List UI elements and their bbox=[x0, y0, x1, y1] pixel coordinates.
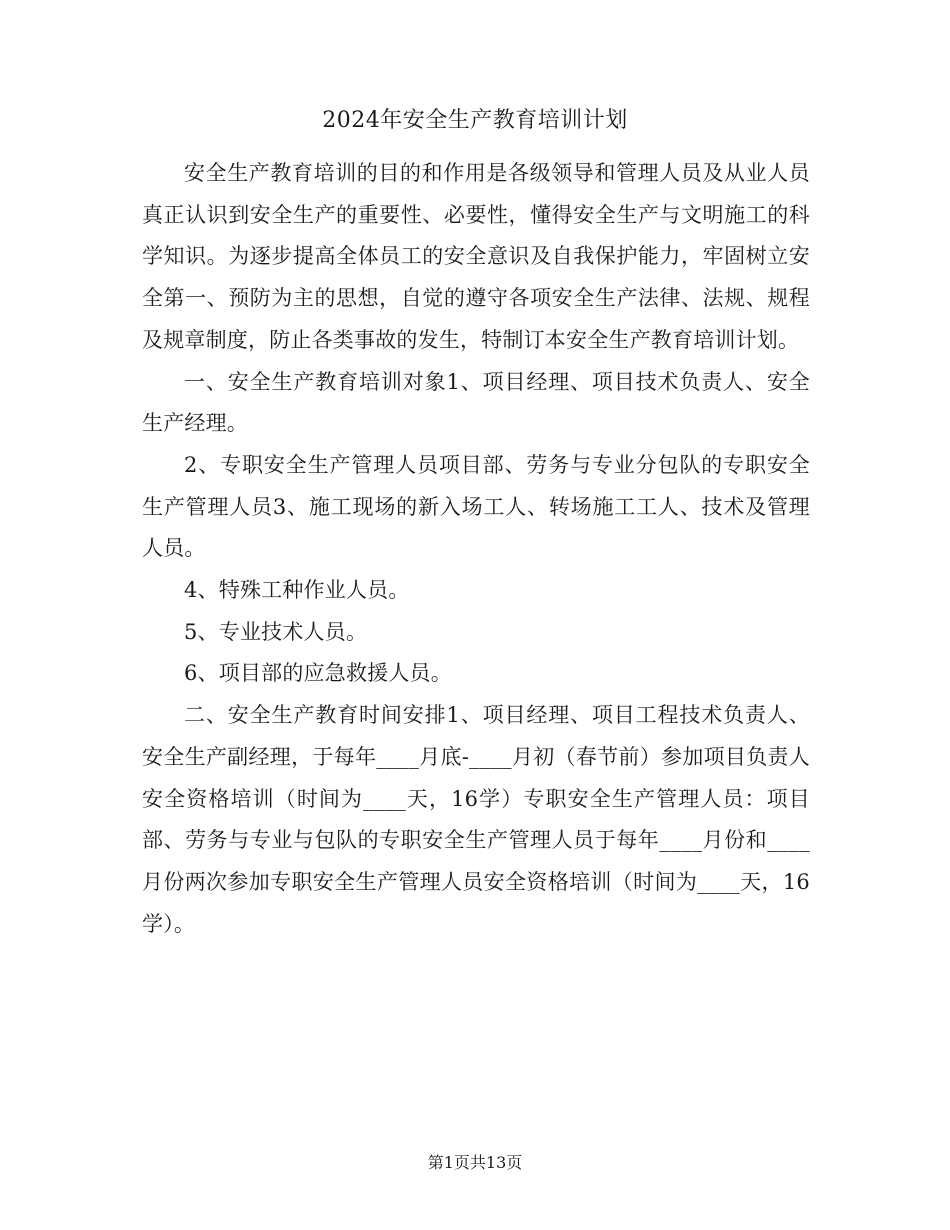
document-body bbox=[142, 153, 810, 945]
document-title: 2024年安全生产教育培训计划 bbox=[322, 108, 628, 133]
paragraph-section-2: 二、安全生产教育时间安排1、项目经理、项目工程技术负责人、安全生产副经理，于每年____月底-____月初（春节前）参加项目负责人安全资格培训（时间为____天，16学）专职安全生产管理人员：项目部、劳务与专业与包队的专职安全生产管理人员于每年____月份和____月份两次参加专职安全生产管理人员安全资格培训（时间为____天，16学）。 bbox=[142, 703, 810, 936]
page-number: 第1页共13页 bbox=[427, 1153, 523, 1172]
paragraph-intro: 安全生产教育培训的目的和作用是各级领导和管理人员及从业人员真正认识到安全生产的重要性、必要性，懂得安全生产与文明施工的科学知识。为逐步提高全体员工的安全意识及自我保护能力，牢固树立安全第一、预防为主的思想，自觉的遵守各项安全生产法律、法规、规程及规章制度，防止各类事故的发生，特制订本安全生产教育培训计划。 bbox=[142, 161, 810, 352]
paragraph-section-1: 一、安全生产教育培训对象1、项目经理、项目技术负责人、安全生产经理。 bbox=[142, 369, 810, 436]
paragraph-item-6: 6、项目部的应急救援人员。 bbox=[184, 661, 452, 686]
paragraph-item-4: 4、特殊工种作业人员。 bbox=[184, 578, 410, 603]
paragraph-item-5: 5、专业技术人员。 bbox=[184, 619, 368, 644]
paragraph-item-2: 2、专职安全生产管理人员项目部、劳务与专业分包队的专职安全生产管理人员3、施工现场的新入场工人、转场施工工人、技术及管理人员。 bbox=[142, 452, 810, 561]
